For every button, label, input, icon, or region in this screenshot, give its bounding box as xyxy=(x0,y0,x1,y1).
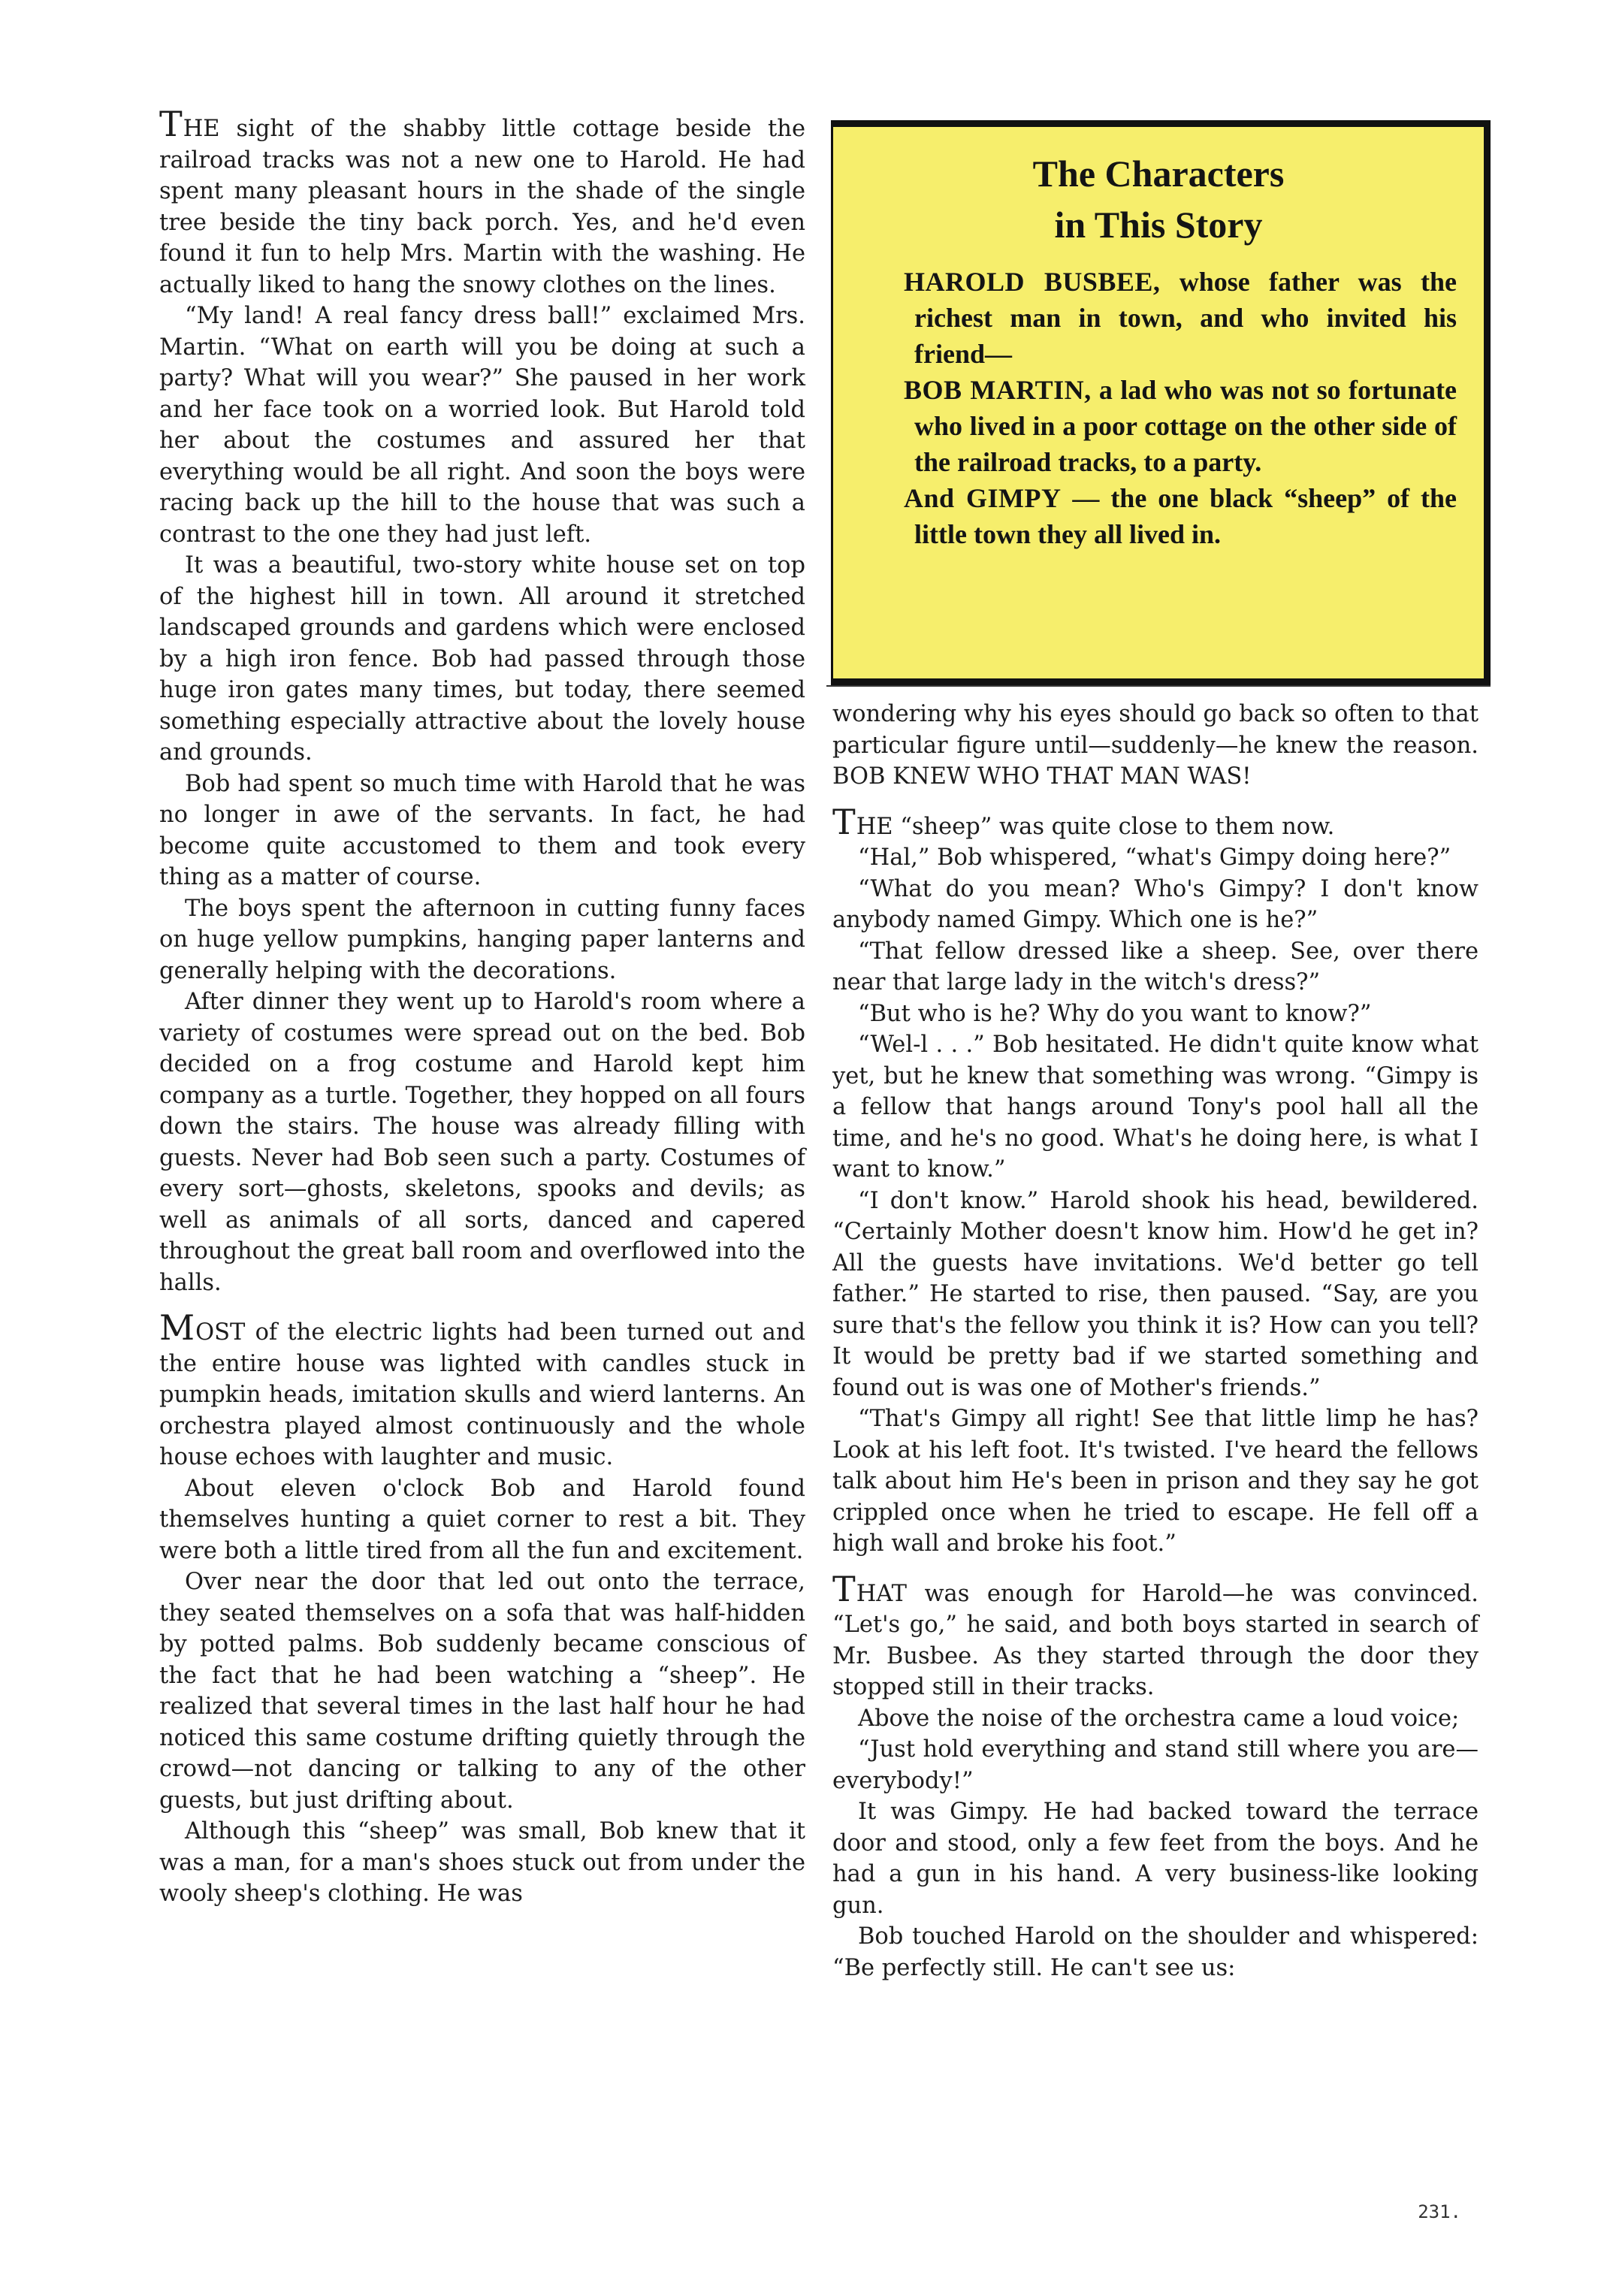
paragraph: “Hal,” Bob whispered, “what's Gimpy doing here?” xyxy=(858,844,1451,871)
paragraph: “My land! A real fancy dress ball!” exclaimed Mrs. Martin. “What on earth will you be doing at such a party? What will you wear?” She paused in her work and her face took on a worried look. But Harold told her about the costumes and assured her that everything would be all right. And soon the boys were racing back up the hill to the house that was such a contrast to the one they had just left. xyxy=(159,303,805,548)
paragraph: THE “sheep” was quite close to them now. xyxy=(832,801,1335,842)
paragraph: “That's Gimpy all right! See that little limp he has? Look at his left foot. It's twisted. I've heard the fellows talk about him He's been in prison and they say he got crippled once when he tried to escape. He fell off a high wall and broke his foot.” xyxy=(832,1406,1479,1557)
divider xyxy=(826,685,1491,687)
page-number: 231. xyxy=(1418,2201,1461,2222)
drop-cap: M xyxy=(159,1307,196,1348)
paragraph: “I don't know.” Harold shook his head, bewildered. “Certainly Mother doesn't know him. How'd he get in? All the guests have invitations. We'd better go tell father.” He started to rise, then paused. “Say, are you sure that's the fellow you think it is? How can you tell? It would be pretty bad if we started something and found out is was one of Mother's friends.” xyxy=(832,1187,1479,1401)
paragraph: “What do you mean? Who's Gimpy? I don't know anybody named Gimpy. Which one is he?” xyxy=(832,875,1479,933)
paragraph: wondering why his eyes should go back so often to that particular figure until—suddenly—he knew the reason. BOB KNEW WHO THAT MAN WAS! xyxy=(832,701,1479,790)
right-column xyxy=(832,699,1479,1983)
drop-cap: T xyxy=(832,1568,856,1609)
paragraph: It was Gimpy. He had backed toward the terrace door and stood, only a few feet from the boys. And he had a gun in his hand. A very business-like looking gun. xyxy=(832,1799,1479,1919)
paragraph: THE sight of the shabby little cottage beside the railroad tracks was not a new one to Harold. He had spent many pleasant hours in the shade of the single tree beside the tiny back porch. Yes, and he'd even found it fun to help Mrs. Martin with the washing. He actually liked to hang the snowy clothes on the lines. xyxy=(159,104,805,298)
paragraph: Bob touched Harold on the shoulder and whispered: “Be perfectly still. He can't see us: xyxy=(832,1923,1479,1981)
paragraph: About eleven o'clock Bob and Harold found themselves hunting a quiet corner to rest a bit. They were both a little tired from all the fun and excitement. xyxy=(159,1475,805,1564)
drop-cap: T xyxy=(832,801,856,842)
paragraph: THAT was enough for Harold—he was convinced. “Let's go,” he said, and both boys started in search of Mr. Busbee. As they started through the door they stopped still in their tracks. xyxy=(832,1568,1479,1700)
characters-box xyxy=(831,120,1491,685)
paragraph: After dinner they went up to Harold's room where a variety of costumes were spread out on the bed. Bob decided on a frog costume and Harold kept him company as a turtle. Together, they hopped on all fours down the stairs. The house was already filling with guests. Never had Bob seen such a party. Costumes of every sort—ghosts, skeletons, spooks and devils; as well as animals of all sorts, danced and capered throughout the great ball room and overflowed into the halls. xyxy=(159,989,805,1296)
character-entry: BOB MARTIN, a lad who was not so fortunate who lived in a poor cottage on the other side of the railroad tracks, to a party. xyxy=(904,375,1457,477)
paragraph: Although this “sheep” was small, Bob knew that it was a man, for a man's shoes stuck out from under the wooly sheep's clothing. He was xyxy=(159,1818,805,1907)
paragraph: Above the noise of the orchestra came a loud voice; xyxy=(858,1705,1460,1732)
paragraph: MOST of the electric lights had been turned out and the entire house was lighted with candles stuck in pumpkin heads, imitation skulls and wierd lanterns. An orchestra played almost continuously and the whole house echoes with laughter and music. xyxy=(159,1307,805,1470)
paragraph: “But who is he? Why do you want to know?” xyxy=(858,1000,1372,1027)
character-entry: HAROLD BUSBEE, whose father was the richest man in town, and who invited his friend— xyxy=(904,267,1457,369)
paragraph: The boys spent the afternoon in cutting funny faces on huge yellow pumpkins, hanging paper lanterns and generally helping with the decorations. xyxy=(159,895,805,984)
character-entry: And GIMPY — the one black “sheep” of the little town they all lived in. xyxy=(904,483,1457,549)
paragraph: “That fellow dressed like a sheep. See, over there near that large lady in the witch's dress?” xyxy=(832,938,1479,995)
paragraph: Bob had spent so much time with Harold that he was no longer in awe of the servants. In fact, he had become quite accustomed to them and took every thing as a matter of course. xyxy=(159,770,805,890)
drop-cap: T xyxy=(159,104,183,144)
paragraph: “Just hold everything and stand still where you are—everybody!” xyxy=(832,1736,1479,1794)
left-column xyxy=(159,104,805,1910)
paragraph: It was a beautiful, two-story white house set on top of the highest hill in town. All around it stretched landscaped grounds and gardens which were enclosed by a high iron fence. Bob had passed through those huge iron gates many times, but today, there seemed something especially attractive about the lovely house and grounds. xyxy=(159,552,805,766)
character-list xyxy=(877,264,1457,552)
paragraph: “Wel-l . . .” Bob hesitated. He didn't quite know what yet, but he knew that something was wrong. “Gimpy is a fellow that hangs around Tony's pool hall all the time, and he's no good. What's he doing here, is what I want to know.” xyxy=(832,1032,1479,1183)
paragraph: Over near the door that led out onto the terrace, they seated themselves on a sofa that was half-hidden by potted palms. Bob suddenly became conscious of the fact that he had been watching a “sheep”. He realized that several times in the last half hour he had noticed this same costume drifting quietly through the crowd—not dancing or talking to any of the other guests, but just drifting about. xyxy=(159,1569,805,1814)
box-title: The Characters in This Story xyxy=(1032,153,1285,246)
